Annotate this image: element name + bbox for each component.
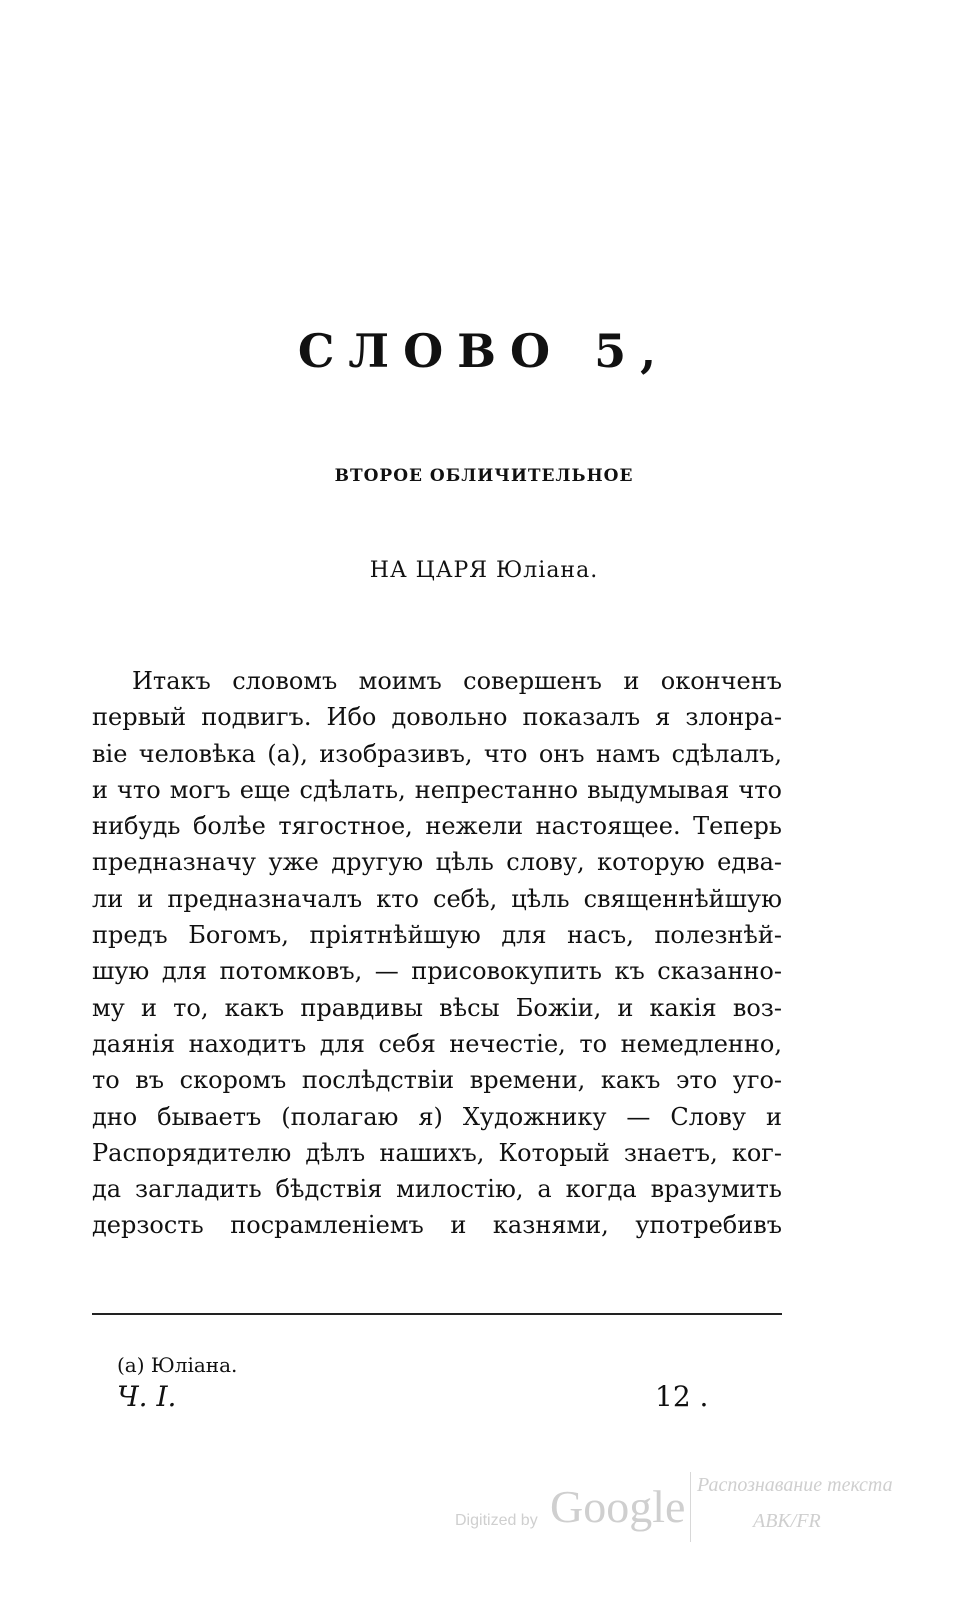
- body-line: предназначу уже другую цѣль слову, которую едва-: [92, 848, 782, 877]
- watermark-ocr-line1: Распознавание текста: [697, 1474, 893, 1496]
- body-line: даянія находитъ для себя нечестіе, то немедленно,: [92, 1029, 782, 1058]
- body-line: да загладить бѣдствія милостію, а когда вразумить: [92, 1175, 782, 1204]
- chapter-heading: СЛОВО 5,: [297, 324, 671, 378]
- watermark-google-logo: Google: [550, 1481, 686, 1532]
- footnote-divider: [92, 1313, 782, 1315]
- footnote: (а) Юліана.: [117, 1353, 238, 1377]
- signature-mark: Ч. I.: [117, 1380, 177, 1413]
- body-line: то въ скоромъ послѣдствіи времени, какъ это уго-: [92, 1066, 782, 1095]
- digitization-watermark: [455, 1460, 935, 1570]
- body-line: нибудь болѣе тягостное, нежели настоящее. Теперь: [92, 812, 782, 841]
- body-line: Распорядителю дѣлъ нашихъ, Который знаетъ, ког-: [92, 1138, 782, 1167]
- body-line: віе человѣка (а), изобразивъ, что онъ намъ сдѣлалъ,: [92, 739, 782, 768]
- body-line: и что могъ еще сдѣлать, непрестанно выдумывая что: [92, 775, 782, 804]
- body-line: дерзость посрамленіемъ и казнями, употребивъ: [92, 1211, 782, 1240]
- body-line: ли и предназначалъ кто себѣ, цѣль священнѣйшую: [92, 884, 782, 913]
- page-number: 12 .: [655, 1380, 709, 1413]
- body-line: дно бываетъ (полагаю я) Художнику — Слову и: [92, 1102, 782, 1131]
- body-text: [92, 663, 782, 1244]
- watermark-ocr-line2: ABK/FR: [753, 1510, 821, 1532]
- chapter-dedication: НА ЦАРЯ Юліана.: [369, 558, 599, 583]
- watermark-digitized-text: Digitized by: [455, 1512, 538, 1529]
- body-line: му и то, какъ правдивы вѣсы Божіи, и какія воз-: [92, 993, 782, 1022]
- chapter-subheading: ВТОРОЕ ОБЛИЧИТЕЛЬНОЕ: [334, 466, 634, 486]
- body-line: шую для потомковъ, — присовокупить къ сказанно-: [92, 957, 782, 986]
- body-line: первый подвигъ. Ибо довольно показалъ я злонра-: [92, 703, 782, 732]
- body-line: предъ Богомъ, пріятнѣйшую для насъ, полезнѣй-: [92, 921, 782, 950]
- watermark-separator: [690, 1472, 691, 1542]
- body-line: Итакъ словомъ моимъ совершенъ и оконченъ: [132, 667, 782, 695]
